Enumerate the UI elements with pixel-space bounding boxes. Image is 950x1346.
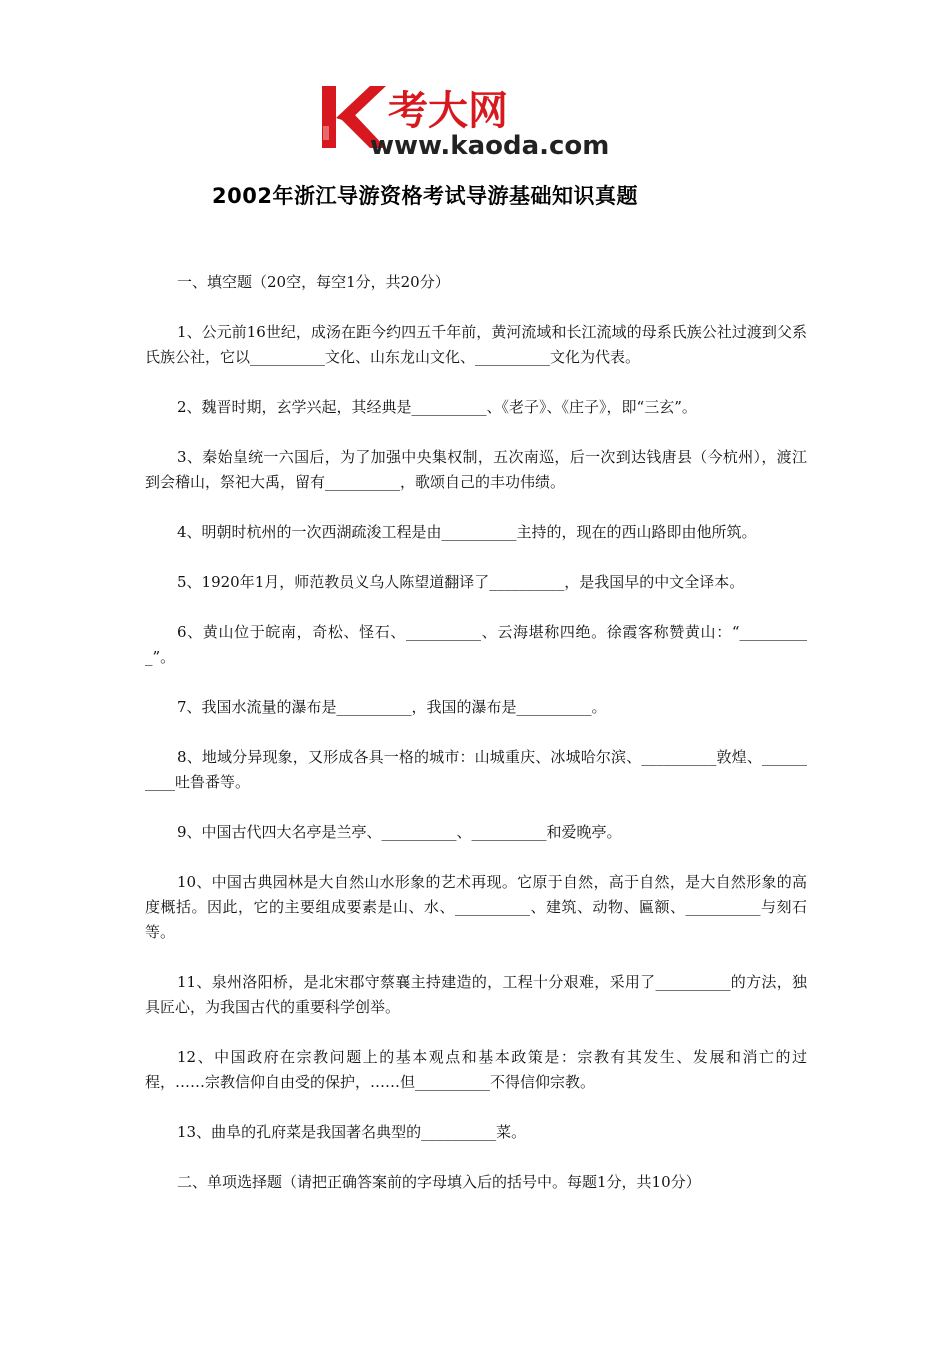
question-1: 1、公元前16世纪，成汤在距今约四五千年前，黄河流域和长江流域的母系氏族公社过渡到父系氏族公社，它以__________文化、山东龙山文化、__________文化为代表。	[145, 323, 807, 366]
question-2: 2、魏晋时期，玄学兴起，其经典是__________、《老子》、《庄子》，即“三玄”。	[177, 398, 697, 416]
question-4: 4、明朝时杭州的一次西湖疏浚工程是由__________主持的，现在的西山路即由他所筑。	[177, 523, 757, 541]
question-3: 3、秦始皇统一六国后，为了加强中央集权制，五次南巡，后一次到达钱唐县（今杭州），渡江到会稽山，祭祀大禹，留有__________，歌颂自己的丰功伟绩。	[145, 448, 807, 491]
kaoda-logo	[318, 80, 638, 158]
question-9: 9、中国古代四大名亭是兰亭、__________、__________和爱晚亭。	[177, 823, 622, 841]
kaoda-logo-graphic	[318, 80, 638, 158]
section-heading-fill-blank: 一、填空题（20空，每空1分，共20分）	[177, 273, 450, 291]
page-title: 2002年浙江导游资格考试导游基础知识真题	[212, 184, 638, 208]
logo-brand-text: 考大网	[388, 88, 508, 134]
question-11: 11、泉州洛阳桥，是北宋郡守蔡襄主持建造的，工程十分艰难，采用了__________的方法，独具匠心，为我国古代的重要科学创举。	[145, 973, 807, 1016]
document-body	[145, 270, 807, 1220]
question-6: 6、黄山位于皖南，奇松、怪石、__________、云海堪称四绝。徐霞客称赞黄山：“__________”。	[145, 623, 807, 666]
logo-url-text: www.kaoda.com	[370, 131, 610, 158]
question-7: 7、我国水流量的瀑布是__________，我国的瀑布是__________。	[177, 698, 607, 716]
question-10: 10、中国古典园林是大自然山水形象的艺术再现。它原于自然，高于自然，是大自然形象的高度概括。因此，它的主要组成要素是山、水、__________、建筑、动物、匾额、__________与刻石等。	[145, 873, 807, 941]
section-heading-single-choice: 二、单项选择题（请把正确答案前的字母填入后的括号中。每题1分，共10分）	[177, 1173, 701, 1191]
question-13: 13、曲阜的孔府菜是我国著名典型的__________菜。	[177, 1123, 527, 1141]
question-5: 5、1920年1月，师范教员义乌人陈望道翻译了__________，是我国早的中文全译本。	[177, 573, 745, 591]
question-12: 12、中国政府在宗教问题上的基本观点和基本政策是：宗教有其发生、发展和消亡的过程，……宗教信仰自由受的保护，……但__________不得信仰宗教。	[145, 1048, 807, 1091]
question-8: 8、地域分异现象，又形成各具一格的城市：山城重庆、冰城哈尔滨、__________敦煌、__________吐鲁番等。	[145, 748, 807, 791]
